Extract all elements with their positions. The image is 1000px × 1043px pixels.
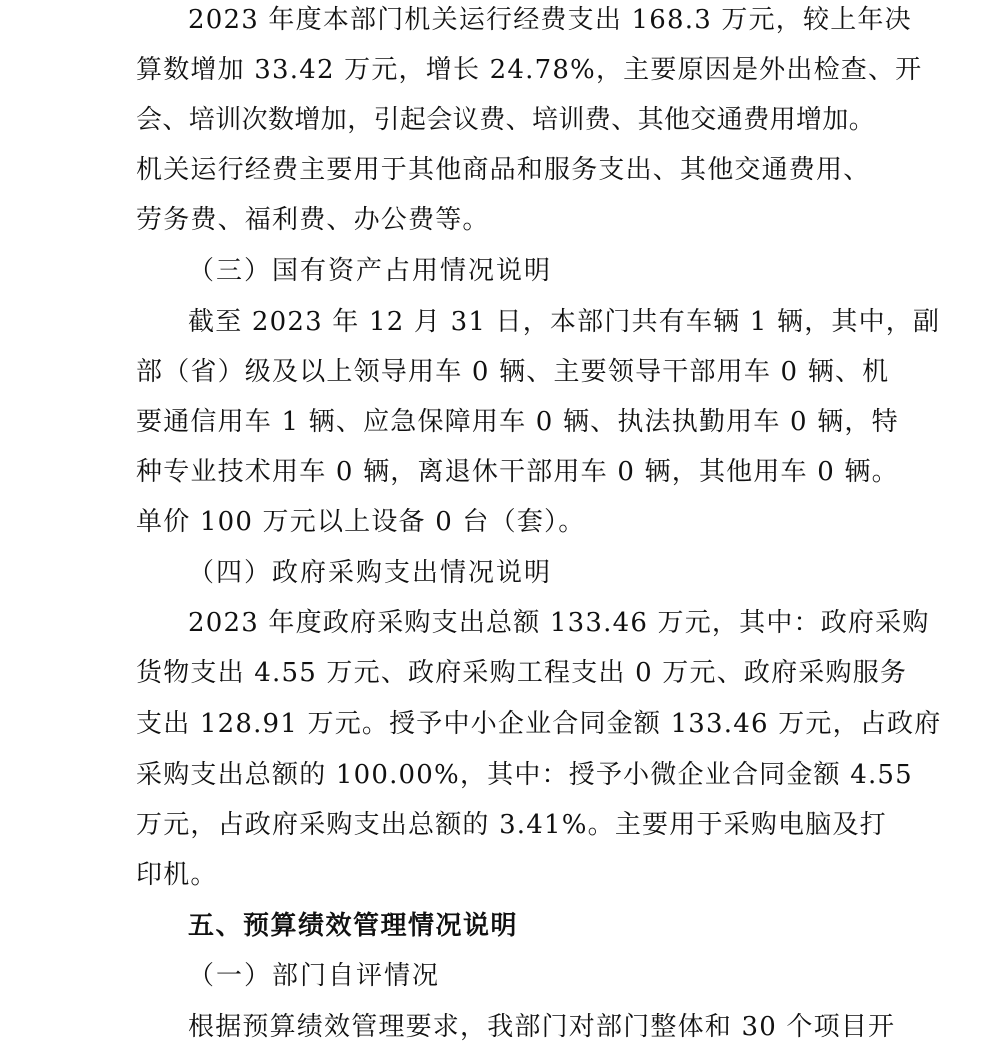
assets-section-heading: （三）国有资产占用情况说明: [188, 256, 553, 286]
expense-paragraph-line-5: 劳务费、福利费、办公费等。: [136, 205, 490, 235]
procurement-paragraph-line-3: 支出 128.91 万元。授予中小企业合同金额 133.46 万元，占政府: [136, 709, 942, 739]
performance-section-heading: 五、预算绩效管理情况说明: [188, 911, 519, 941]
procurement-paragraph-line-4: 采购支出总额的 100.00%，其中：授予小微企业合同金额 4.55: [136, 760, 913, 790]
expense-paragraph-line-4: 机关运行经费主要用于其他商品和服务支出、其他交通费用、: [136, 155, 871, 185]
assets-paragraph-line-3: 要通信用车 1 辆、应急保障用车 0 辆、执法执勤用车 0 辆，特: [136, 407, 899, 437]
assets-paragraph-line-5: 单价 100 万元以上设备 0 台（套）。: [136, 507, 586, 537]
self-evaluation-subheading: （一）部门自评情况: [188, 961, 441, 991]
procurement-paragraph-line-2: 货物支出 4.55 万元、政府采购工程支出 0 万元、政府采购服务: [136, 658, 908, 688]
procurement-section-heading: （四）政府采购支出情况说明: [188, 558, 553, 588]
procurement-paragraph-line-5: 万元，占政府采购支出总额的 3.41%。主要用于采购电脑及打: [136, 810, 887, 840]
performance-paragraph-line-1: 根据预算绩效管理要求，我部门对部门整体和 30 个项目开: [188, 1012, 896, 1042]
assets-paragraph-line-2: 部（省）级及以上领导用车 0 辆、主要领导干部用车 0 辆、机: [136, 357, 890, 387]
procurement-paragraph-line-6: 印机。: [136, 860, 218, 890]
expense-paragraph-line-2: 算数增加 33.42 万元，增长 24.78%，主要原因是外出检查、开: [136, 55, 923, 85]
procurement-paragraph-line-1: 2023 年度政府采购支出总额 133.46 万元，其中：政府采购: [188, 608, 930, 638]
expense-paragraph-line-3: 会、培训次数增加，引起会议费、培训费、其他交通费用增加。: [136, 105, 876, 135]
assets-paragraph-line-1: 截至 2023 年 12 月 31 日，本部门共有车辆 1 辆，其中，副: [188, 307, 941, 337]
assets-paragraph-line-4: 种专业技术用车 0 辆，离退休干部用车 0 辆，其他用车 0 辆。: [136, 457, 899, 487]
expense-paragraph-line-1: 2023 年度本部门机关运行经费支出 168.3 万元，较上年决: [188, 5, 912, 35]
